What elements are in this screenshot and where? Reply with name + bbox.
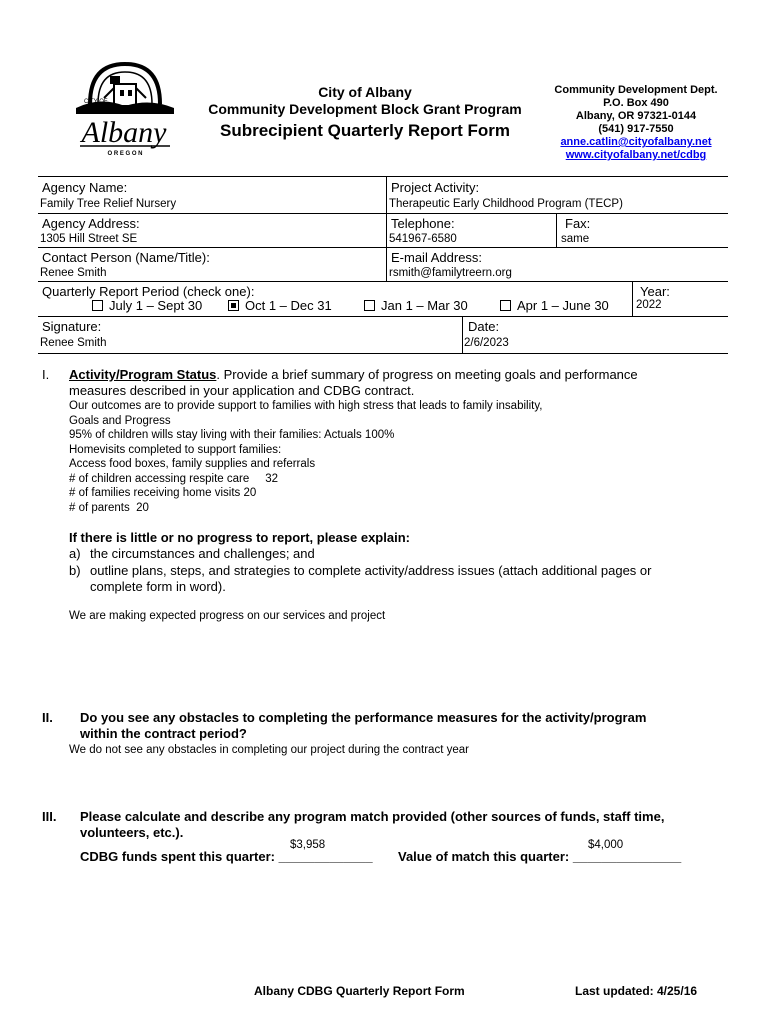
period-checkbox-q1[interactable] xyxy=(92,300,103,311)
section-1-response[interactable] xyxy=(69,399,729,515)
period-checkbox-q4[interactable] xyxy=(500,300,511,311)
section-3-numeral: III. xyxy=(42,809,57,824)
signature-field[interactable]: Renee Smith xyxy=(40,337,107,349)
svg-text:Albany: Albany xyxy=(81,116,167,149)
match-label: Value of match this quarter: _______________ xyxy=(398,849,682,864)
response-line: 95% of children wills stay living with their families: Actuals 100% xyxy=(69,429,395,441)
match-value[interactable]: $4,000 xyxy=(588,839,624,851)
response-line: Homevisits completed to support families: xyxy=(69,443,282,456)
dept-name: Community Development Dept. xyxy=(554,84,718,96)
po-box: P.O. Box 490 xyxy=(603,97,669,109)
section-2-question: Do you see any obstacles to completing the performance measures for the activity/program within the contract period? xyxy=(80,710,647,741)
fax-label: Fax: xyxy=(565,216,591,231)
footer-form-name: Albany CDBG Quarterly Report Form xyxy=(254,984,465,998)
dept-phone: (541) 917-7550 xyxy=(598,123,674,135)
explain-response[interactable]: We are making expected progress on our services and project xyxy=(69,610,386,622)
telephone-field[interactable]: 541967-6580 xyxy=(389,233,457,245)
date-field[interactable]: 2/6/2023 xyxy=(464,337,509,349)
city-of-albany-logo xyxy=(70,58,180,158)
contact-person-label: Contact Person (Name/Title): xyxy=(42,250,210,265)
fax-field[interactable]: same xyxy=(561,233,590,245)
response-line: Goals and Progress xyxy=(69,414,171,427)
period-label-q2: Oct 1 – Dec 31 xyxy=(245,298,332,313)
form-title: Subrecipient Quarterly Report Form xyxy=(220,121,510,140)
agency-address-label: Agency Address: xyxy=(42,216,140,231)
item-b-text: outline plans, steps, and strategies to complete activity/address issues (attach additional pages or complete form in word). xyxy=(90,563,652,594)
report-period-label: Quarterly Report Period (check one): xyxy=(42,284,255,299)
cdbg-funds-value[interactable]: $3,958 xyxy=(290,839,326,851)
svg-text:O R E G O N: O R E G O N xyxy=(107,151,143,157)
period-checkbox-q2[interactable] xyxy=(228,300,239,311)
dept-email-link[interactable]: anne.catlin@cityofalbany.net xyxy=(560,136,712,148)
signature-label: Signature: xyxy=(42,319,102,334)
agency-address-field[interactable]: 1305 Hill Street SE xyxy=(40,233,138,245)
contact-block xyxy=(545,84,727,162)
year-field[interactable]: 2022 xyxy=(636,299,662,311)
item-b-marker: b) xyxy=(69,563,81,578)
contact-person-field[interactable]: Renee Smith xyxy=(40,267,107,279)
svg-text:CITY OF: CITY OF xyxy=(84,99,108,105)
agency-name-label: Agency Name: xyxy=(42,180,128,195)
section-1-title: Activity/Program Status xyxy=(69,367,217,382)
section-2-response[interactable]: We do not see any obstacles in completing our project during the contract year xyxy=(69,744,469,756)
email-field[interactable]: rsmith@familytreern.org xyxy=(389,267,512,279)
dept-website-link[interactable]: www.cityofalbany.net/cdbg xyxy=(565,149,707,161)
form-header xyxy=(180,84,550,142)
section-1-numeral: I. xyxy=(42,367,50,382)
period-label-q3: Jan 1 – Mar 30 xyxy=(381,298,468,313)
cdbg-funds-label: CDBG funds spent this quarter: _____________ xyxy=(80,849,373,864)
item-a-text: the circumstances and challenges; and xyxy=(90,546,315,561)
response-line: # of parents 20 xyxy=(69,501,149,514)
item-a-marker: a) xyxy=(69,546,81,561)
project-activity-label: Project Activity: xyxy=(391,180,480,195)
response-line: # of families receiving home visits 20 xyxy=(69,487,257,499)
city-title: City of Albany xyxy=(318,84,412,100)
response-line: Access food boxes, family supplies and referrals xyxy=(69,458,316,470)
little-progress-heading: If there is little or no progress to report, please explain: xyxy=(69,530,410,545)
program-title: Community Development Block Grant Program xyxy=(208,101,522,117)
section-3-question: Please calculate and describe any program match provided (other sources of funds, staff time, volunteers, etc.). xyxy=(80,809,665,840)
project-activity-field[interactable]: Therapeutic Early Childhood Program (TECP) xyxy=(389,198,623,210)
period-label-q1: July 1 – Sept 30 xyxy=(109,298,203,313)
footer-last-updated: Last updated: 4/25/16 xyxy=(575,984,698,998)
year-label: Year: xyxy=(640,284,670,299)
email-label: E-mail Address: xyxy=(391,250,483,265)
agency-info-table xyxy=(38,176,728,354)
date-label: Date: xyxy=(468,319,500,334)
agency-name-field[interactable]: Family Tree Relief Nursery xyxy=(40,198,177,210)
response-line: # of children accessing respite care 32 xyxy=(69,472,279,485)
section-1-intro: Activity/Program Status. Provide a brief summary of progress on meeting goals and performance measures described in your application and CDBG contract. xyxy=(69,367,638,398)
section-2-numeral: II. xyxy=(42,710,53,725)
response-line: Our outcomes are to provide support to families with high stress that leads to family insability, xyxy=(69,400,543,412)
period-label-q4: Apr 1 – June 30 xyxy=(517,298,609,313)
period-checkbox-q3[interactable] xyxy=(364,300,375,311)
telephone-label: Telephone: xyxy=(391,216,455,231)
dept-address: Albany, OR 97321-0144 xyxy=(575,110,697,122)
